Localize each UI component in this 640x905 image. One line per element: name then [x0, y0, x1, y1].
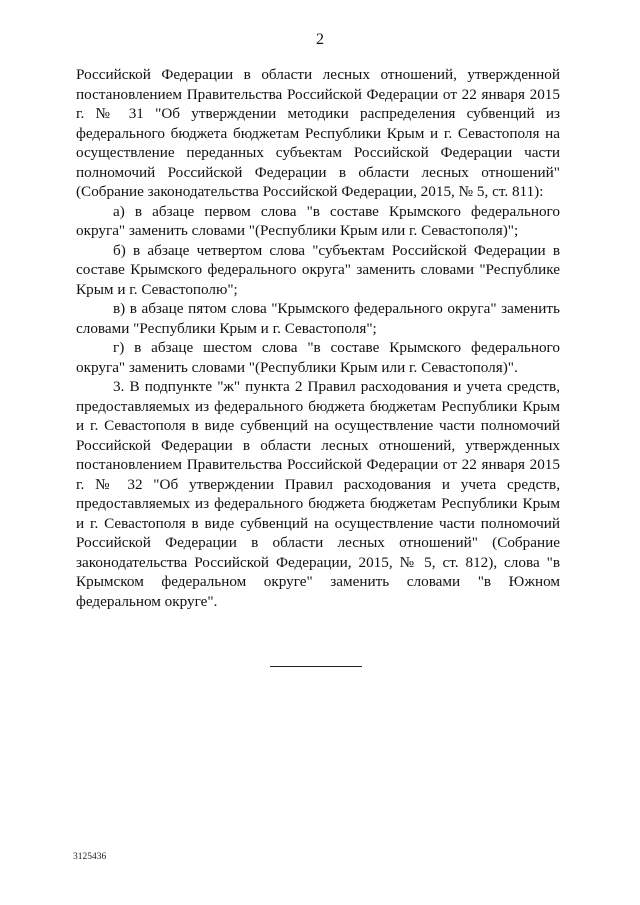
page-number: 2	[316, 31, 324, 48]
end-of-text-divider	[270, 666, 362, 667]
paragraph-item-b: б) в абзаце четвертом слова "субъектам Российской Федерации в составе Крымского федерального округа" заменить словами "Республике Крым и г. Севастополю";	[76, 241, 560, 298]
paragraph-item-a: а) в абзаце первом слова "в составе Крымского федерального округа" заменить словами "(Республики Крым или г. Севастополя)";	[76, 202, 560, 239]
paragraph-point-3: 3. В подпункте "ж" пункта 2 Правил расходования и учета средств, предоставляемых из федерального бюджета бюджетам Республики Крым и г. Севастополя в виде субвенций на осуществление части полномочий Российской Федерации в области лесных отношений, утвержденных постановлением Правительства Российской Федерации от 22 января 2015 г. № 32 "Об утверждении Правил расходования и учета средств, предоставляемых из федерального бюджета бюджетам Республики Крым и г. Севастополя в виде субвенций на осуществление части полномочий Российской Федерации в области лесных отношений" (Собрание законодательства Российской Федерации, 2015, № 5, ст. 812), слова "в Крымском федеральном округе" заменить словами "в Южном федеральном округе".	[76, 378, 560, 610]
paragraph-item-v: в) в абзаце пятом слова "Крымского федерального округа" заменить словами "Республики Крым и г. Севастополя";	[76, 300, 560, 337]
paragraph-continuation: Российской Федерации в области лесных отношений, утвержденной постановлением Правительства Российской Федерации от 22 января 2015 г. № 31 "Об утверждении методики распределения субвенций из федерального бюджета бюджетам Республики Крым и г. Севастополя на осуществление переданных субъектам Российской Федерации части полномочий Российской Федерации в области лесных отношений" (Собрание законодательства Российской Федерации, 2015, № 5, ст. 811):	[76, 66, 560, 200]
document-body	[76, 65, 560, 611]
document-code: 3125436	[73, 852, 107, 862]
paragraph-item-g: г) в абзаце шестом слова "в составе Крымского федерального округа" заменить словами "(Республики Крым или г. Севастополя)".	[76, 339, 560, 376]
